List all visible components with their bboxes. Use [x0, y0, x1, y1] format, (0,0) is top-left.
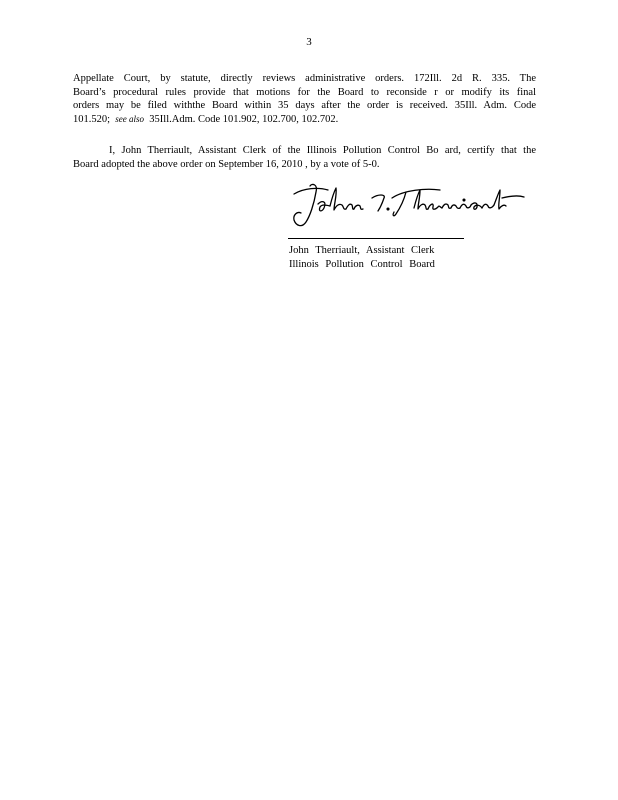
- paragraph-line: Board adopted the above order on September 16, 2010 , by a vote of 5-0.: [73, 158, 380, 170]
- paragraph-line: orders may be filed withthe Board within 35 days after the order is received. 35Ill. Adm. Code: [73, 100, 536, 111]
- paragraph-line: [73, 113, 536, 127]
- certification-paragraph: [73, 144, 536, 171]
- page-number: 3: [306, 36, 312, 48]
- signature-block: [289, 244, 529, 271]
- paragraph-line: Board’s procedural rules provide that motions for the Board to reconside r or modify its final: [73, 86, 536, 98]
- paragraph-line: I, John Therriault, Assistant Clerk of the Illinois Pollution Control Bo ard, certify that the: [109, 145, 536, 156]
- appeal-rights-paragraph: [73, 72, 536, 126]
- signer-name-title: John Therriault, Assistant Clerk: [289, 245, 435, 256]
- citation-text: 35Ill.Adm. Code 101.902, 102.700, 102.702.: [149, 113, 339, 125]
- citation-text: 101.520;: [73, 113, 111, 125]
- handwritten-signature: [288, 178, 528, 234]
- see-also-signal: see also: [115, 113, 145, 124]
- signature-line: [288, 238, 464, 239]
- paragraph-line: Appellate Court, by statute, directly reviews administrative orders. 172Ill. 2d R. 335. The: [73, 73, 536, 84]
- signer-organization: Illinois Pollution Control Board: [289, 258, 435, 270]
